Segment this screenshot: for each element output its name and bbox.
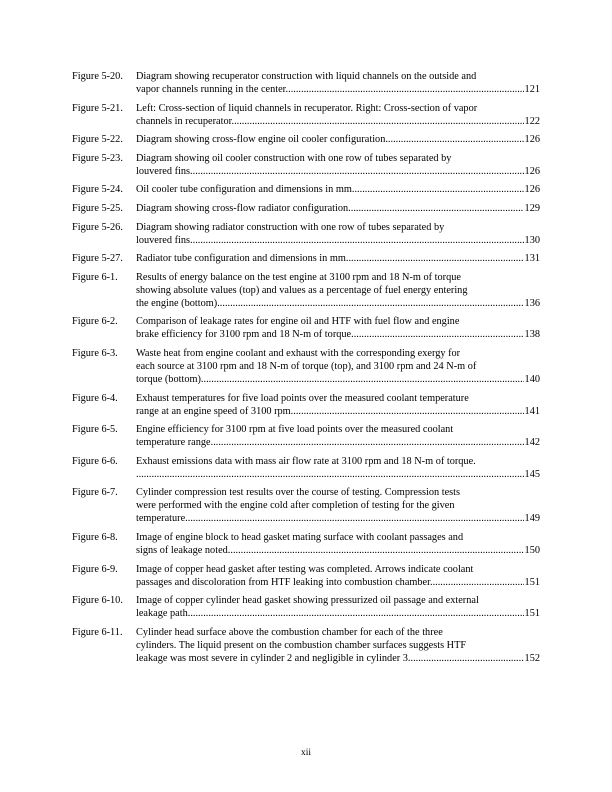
toc-entry[interactable]: [72, 271, 540, 310]
dot-leader: [190, 607, 523, 620]
caption-line: showing absolute values (top) and values as a percentage of fuel energy entering: [136, 284, 468, 296]
page-ref[interactable]: 141: [524, 405, 540, 417]
toc-entry[interactable]: [72, 594, 540, 620]
figure-caption: [136, 70, 540, 96]
caption-last-line: [136, 133, 540, 146]
caption-line: Engine efficiency for 3100 rpm at five load points over the measured coolant: [136, 424, 454, 436]
dot-leader: [348, 252, 523, 265]
caption-line: passages and discoloration from HTF leaking into combustion chamber.: [136, 576, 433, 588]
figure-label: Figure 6-5.: [72, 424, 118, 436]
caption-line: Diagram showing cross-flow radiator configuration.: [136, 202, 351, 214]
figure-caption: [136, 102, 540, 128]
caption-line: leakage was most severe in cylinder 2 and negligible in cylinder 3.: [136, 652, 411, 664]
caption-last-line: [136, 234, 540, 247]
dot-leader: [354, 183, 523, 196]
figure-label: Figure 6-11.: [72, 626, 123, 638]
caption-last-line: [136, 115, 540, 128]
caption-line: Diagram showing oil cooler construction with one row of tubes separated by: [136, 152, 452, 164]
dot-leader: [351, 202, 524, 215]
caption-line: Cylinder head surface above the combustion chamber for each of the three: [136, 626, 443, 638]
figure-label: Figure 6-7.: [72, 487, 118, 499]
toc-entry[interactable]: [72, 152, 540, 178]
caption-last-line: [136, 373, 540, 386]
caption-line: leakage path.: [136, 608, 191, 620]
caption-line: Image of copper cylinder head gasket showing pressurized oil passage and external: [136, 595, 479, 607]
figure-label: Figure 5-26.: [72, 221, 123, 233]
caption-line: each source at 3100 rpm and 18 N-m of torque (top), and 3100 rpm and 24 N-m of: [136, 360, 477, 372]
figure-caption: [136, 455, 540, 481]
caption-last-line: [136, 468, 540, 481]
dot-leader: [204, 373, 524, 386]
dot-leader: [354, 328, 524, 341]
figure-label: Figure 6-6.: [72, 455, 118, 467]
page-ref[interactable]: 152: [524, 652, 540, 664]
toc-entry[interactable]: [72, 221, 540, 247]
caption-line: Exhaust temperatures for five load points over the measured coolant temperature: [136, 392, 469, 404]
caption-last-line: [136, 328, 540, 341]
caption-last-line: [136, 576, 540, 589]
toc-entry[interactable]: [72, 531, 540, 557]
page-ref[interactable]: 126: [524, 184, 540, 196]
caption-line: temperature range.: [136, 437, 214, 449]
figure-caption: [136, 183, 540, 196]
page-ref[interactable]: 129: [524, 202, 540, 214]
caption-line: were performed with the engine cold after completion of testing for the given: [136, 500, 455, 512]
caption-last-line: [136, 607, 540, 620]
caption-line: louvered fins.: [136, 234, 193, 246]
caption-line: torque (bottom).: [136, 373, 204, 385]
dot-leader: [213, 436, 523, 449]
caption-line: Diagram showing recuperator construction with liquid channels on the outside and: [136, 71, 477, 82]
caption-line: Results of energy balance on the test engine at 3100 rpm and 18 N-m of torque: [136, 271, 461, 283]
figure-caption: [136, 221, 540, 247]
caption-line: signs of leakage noted.: [136, 544, 231, 556]
caption-last-line: [136, 183, 540, 196]
caption-last-line: [136, 252, 540, 265]
figure-label: Figure 5-25.: [72, 202, 123, 214]
figure-caption: [136, 392, 540, 418]
toc-entry[interactable]: [72, 455, 540, 481]
caption-line: Left: Cross-section of liquid channels in recuperator. Right: Cross-section of vapor: [136, 102, 478, 114]
caption-line: Image of engine block to head gasket mating surface with coolant passages and: [136, 531, 464, 543]
list-of-figures: [72, 70, 540, 670]
caption-line: Comparison of leakage rates for engine oil and HTF with fuel flow and engine: [136, 316, 460, 328]
figure-label: Figure 6-8.: [72, 531, 118, 543]
toc-entry[interactable]: [72, 563, 540, 589]
figure-caption: [136, 271, 540, 310]
dot-leader: [433, 576, 524, 589]
caption-line: Exhaust emissions data with mass air flow rate at 3100 rpm and 18 N-m of torque.: [136, 455, 476, 467]
figure-caption: [136, 594, 540, 620]
dot-leader: [188, 512, 524, 525]
caption-last-line: [136, 202, 540, 215]
caption-last-line: [136, 436, 540, 449]
caption-last-line: [136, 652, 540, 665]
figure-label: Figure 6-1.: [72, 271, 118, 283]
figure-label: Figure 6-2.: [72, 316, 118, 328]
toc-entry[interactable]: [72, 315, 540, 341]
toc-entry[interactable]: [72, 202, 540, 215]
figure-label: Figure 5-20.: [72, 71, 123, 82]
caption-line: Oil cooler tube configuration and dimensions in mm.: [136, 184, 355, 196]
page-ref[interactable]: 138: [524, 329, 540, 341]
caption-last-line: [136, 165, 540, 178]
dot-leader: [136, 468, 524, 481]
caption-line: Radiator tube configuration and dimensions in mm.: [136, 253, 349, 265]
figure-caption: [136, 563, 540, 589]
dot-leader: [293, 405, 523, 418]
caption-line: louvered fins.: [136, 165, 193, 177]
caption-line: range at an engine speed of 3100 rpm.: [136, 405, 294, 417]
figure-caption: [136, 486, 540, 525]
figure-label: Figure 6-4.: [72, 392, 118, 404]
caption-line: Cylinder compression test results over the course of testing. Compression tests: [136, 487, 461, 499]
page-ref[interactable]: 131: [524, 253, 540, 265]
dot-leader: [230, 544, 523, 557]
page-ref[interactable]: 150: [524, 544, 540, 556]
toc-entry[interactable]: [72, 133, 540, 146]
caption-last-line: [136, 405, 540, 418]
figure-caption: [136, 315, 540, 341]
caption-last-line: [136, 83, 540, 96]
dot-leader: [193, 165, 524, 178]
figure-label: Figure 5-22.: [72, 134, 123, 146]
figure-caption: [136, 423, 540, 449]
figure-label: Figure 5-21.: [72, 102, 123, 114]
caption-line: the engine (bottom).: [136, 297, 220, 309]
toc-entry[interactable]: [72, 183, 540, 196]
toc-entry[interactable]: [72, 423, 540, 449]
figure-caption: [136, 133, 540, 146]
page-ref[interactable]: 136: [524, 297, 540, 309]
toc-entry[interactable]: [72, 486, 540, 525]
page-ref[interactable]: 149: [524, 513, 540, 525]
toc-entry[interactable]: [72, 347, 540, 386]
caption-line: Diagram showing radiator construction with one row of tubes separated by: [136, 221, 445, 233]
page-ref[interactable]: 121: [524, 84, 540, 95]
toc-entry[interactable]: [72, 252, 540, 265]
figure-label: Figure 6-9.: [72, 563, 118, 575]
dot-leader: [288, 83, 523, 96]
toc-entry[interactable]: [72, 102, 540, 128]
figure-caption: [136, 531, 540, 557]
caption-line: Diagram showing cross-flow engine oil cooler configuration.: [136, 134, 388, 146]
caption-line: Image of copper head gasket after testing was completed. Arrows indicate coolant: [136, 563, 474, 575]
page-number: xii: [300, 748, 312, 758]
figure-caption: [136, 202, 540, 215]
toc-entry[interactable]: [72, 392, 540, 418]
page-ref[interactable]: 126: [524, 134, 540, 146]
caption-line: Waste heat from engine coolant and exhaust with the corresponding exergy for: [136, 347, 461, 359]
caption-last-line: [136, 297, 540, 310]
dot-leader: [388, 133, 524, 146]
caption-last-line: [136, 512, 540, 525]
figure-label: Figure 6-3.: [72, 347, 118, 359]
toc-entry[interactable]: [72, 70, 540, 96]
figure-label: Figure 5-23.: [72, 152, 123, 164]
page-ref[interactable]: 130: [524, 234, 540, 246]
page-ref[interactable]: 140: [524, 373, 540, 385]
page-ref[interactable]: 151: [524, 608, 540, 620]
figure-label: Figure 5-24.: [72, 184, 123, 196]
dot-leader: [411, 652, 524, 665]
dot-leader: [193, 234, 524, 247]
dot-leader: [234, 115, 523, 128]
figure-caption: [136, 347, 540, 386]
figure-label: Figure 5-27.: [72, 253, 123, 265]
figure-label: Figure 6-10.: [72, 595, 123, 607]
page-ref[interactable]: 151: [524, 576, 540, 588]
page-ref[interactable]: 145: [524, 468, 540, 480]
page-ref[interactable]: 122: [524, 115, 540, 127]
caption-line: brake efficiency for 3100 rpm and 18 N-m of torque.: [136, 329, 354, 341]
dot-leader: [220, 297, 524, 310]
figure-caption: [136, 626, 540, 665]
caption-line: temperature.: [136, 513, 188, 525]
caption-last-line: [136, 544, 540, 557]
caption-line: channels in recuperator.: [136, 115, 235, 127]
figure-caption: [136, 252, 540, 265]
caption-line: vapor channels running in the center.: [136, 84, 289, 95]
caption-line: cylinders. The liquid present on the combustion chamber surfaces suggests HTF: [136, 639, 467, 651]
page-ref[interactable]: 142: [524, 437, 540, 449]
toc-entry[interactable]: [72, 626, 540, 665]
figure-caption: [136, 152, 540, 178]
page-ref[interactable]: 126: [524, 165, 540, 177]
